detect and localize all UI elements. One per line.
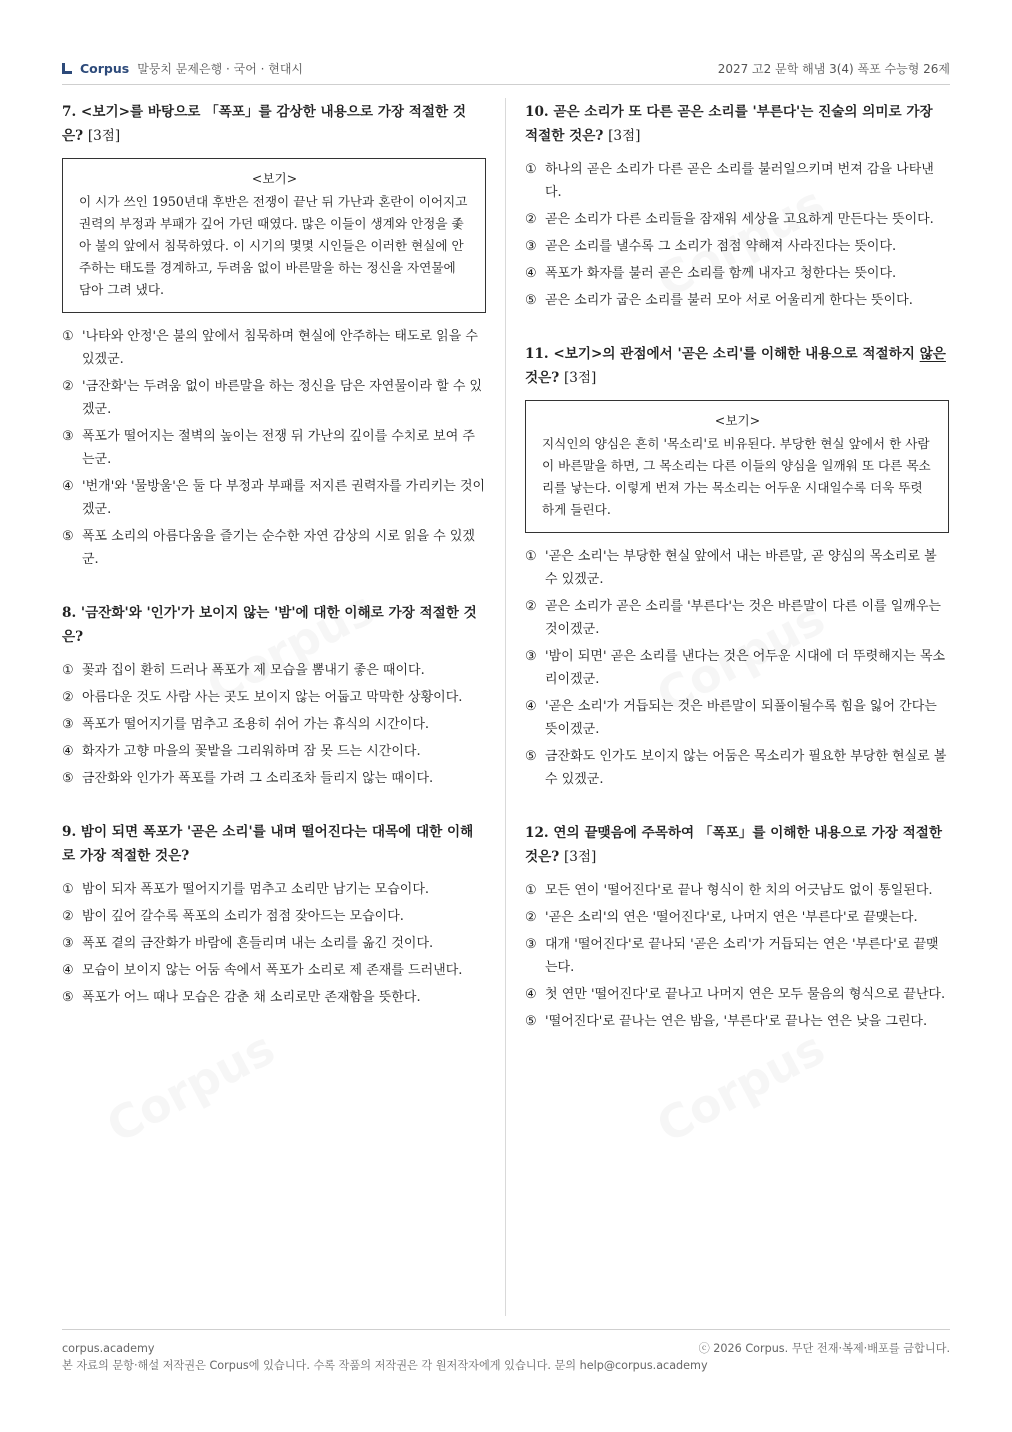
answer-option: [525, 645, 949, 691]
answer-option: [62, 325, 486, 371]
bogi-box: [525, 400, 949, 533]
option-text: 폭포가 어느 때나 모습은 감춘 채 소리로만 존재함을 뜻한다.: [82, 990, 421, 1005]
option-text: '밤이 되면' 곧은 소리를 낸다는 것은 어두운 시대에 더 뚜렷해지는 목소리이겠군.: [545, 649, 946, 687]
option-number: ⑤: [525, 749, 537, 764]
bogi-title: <보기>: [251, 171, 298, 186]
answer-option: [62, 425, 486, 471]
option-text: 아름다운 것도 사람 사는 곳도 보이지 않는 어둡고 막막한 상황이다.: [82, 690, 463, 705]
option-text: 곧은 소리가 곧은 소리를 '부른다'는 것은 바른말이 다른 이를 일깨우는 것이겠군.: [545, 599, 941, 637]
question-block: [525, 100, 949, 312]
option-text: '곧은 소리'의 연은 '떨어진다'로, 나머지 연은 '부른다'로 끝맺는다.: [545, 910, 918, 925]
answer-option: [525, 745, 949, 791]
answer-option: [525, 1010, 949, 1033]
answer-option: [62, 659, 486, 682]
answer-option: [62, 767, 486, 790]
option-number: ④: [62, 744, 74, 759]
document-id: 2027 고2 문학 해냄 3(4) 폭포 수능형 26제: [717, 62, 950, 76]
option-text: 폭포 곁의 금잔화가 바람에 흔들리며 내는 소리를 옮긴 것이다.: [82, 936, 434, 951]
footer-notice: 본 자료의 문항·해설 저작권은 Corpus에 있습니다. 수록 작품의 저작권은 각 원저작자에게 있습니다. 문의 help@corpus.academy: [62, 1359, 708, 1372]
option-text: 폭포 소리의 아름다움을 즐기는 순수한 자연 감상의 시로 읽을 수 있겠군.: [82, 529, 475, 567]
bogi-text: 지식인의 양심은 흔히 '목소리'로 비유된다. 부당한 현실 앞에서 한 사람이 바른말을 하면, 그 목소리는 다른 이들의 양심을 일깨워 또 다른 목소리를 낳는다. 이렇게 번져 가는 목소리는 어두운 시대일수록 더욱 뚜렷하게 들린다.: [542, 436, 931, 517]
option-text: '떨어진다'로 끝나는 연은 밤을, '부른다'로 끝나는 연은 낮을 그린다.: [545, 1014, 928, 1029]
option-number: ⑤: [62, 771, 74, 786]
option-number: ⑤: [62, 990, 74, 1005]
option-number: ④: [525, 699, 537, 714]
option-number: ④: [525, 987, 537, 1002]
option-text: 모습이 보이지 않는 어둠 속에서 폭포가 소리로 제 존재를 드러낸다.: [82, 963, 463, 978]
option-number: ③: [62, 936, 74, 951]
option-number: ⑤: [525, 293, 537, 308]
brand-name: Corpus: [80, 61, 130, 76]
option-number: ②: [525, 910, 537, 925]
question-block: [525, 342, 949, 791]
option-number: ①: [62, 882, 74, 897]
option-text: 하나의 곧은 소리가 다른 곧은 소리를 불러일으키며 번져 감을 나타낸다.: [545, 162, 934, 200]
option-text: 폭포가 떨어지는 절벽의 높이는 전쟁 뒤 가난의 깊이를 수치로 보여 주는군.: [82, 429, 475, 467]
page-header: [62, 56, 950, 85]
answer-option: [525, 933, 949, 979]
option-number: ③: [62, 429, 74, 444]
bogi-box: [62, 158, 486, 313]
option-text: 폭포가 화자를 불러 곧은 소리를 함께 내자고 청한다는 뜻이다.: [545, 266, 897, 281]
option-number: ④: [62, 963, 74, 978]
question-block: [62, 820, 486, 1009]
header-subtitle: 말뭉치 문제은행 · 국어 · 현대시: [137, 62, 304, 76]
answer-option: [62, 375, 486, 421]
option-text: 첫 연만 '떨어진다'로 끝나고 나머지 연은 모두 물음의 형식으로 끝난다.: [545, 987, 946, 1002]
option-number: ①: [525, 549, 537, 564]
question-block: [62, 601, 486, 790]
option-text: '번개'와 '물방울'은 둘 다 부정과 부패를 저지른 권력자를 가리키는 것이겠군.: [82, 479, 486, 517]
option-text: 화자가 고향 마을의 꽃밭을 그리워하며 잠 못 드는 시간이다.: [82, 744, 421, 759]
answer-option: [525, 262, 949, 285]
question-stem: 9. 밤이 되면 폭포가 '곧은 소리'를 내며 떨어진다는 대목에 대한 이해로 가장 적절한 것은?: [62, 824, 474, 864]
question-block: [525, 821, 949, 1033]
question-stem: 12. 연의 끝맺음에 주목하여 「폭포」를 이해한 내용으로 가장 적절한 것은? [3점]: [525, 825, 942, 865]
option-text: '곧은 소리'가 거듭되는 것은 바른말이 되풀이될수록 힘을 잃어 간다는 뜻이겠군.: [545, 699, 937, 737]
answer-option: [525, 289, 949, 312]
option-number: ④: [525, 266, 537, 281]
answer-option: [525, 906, 949, 929]
option-number: ①: [62, 329, 74, 344]
answer-option: [525, 879, 949, 902]
option-text: 금잔화도 인가도 보이지 않는 어둠은 목소리가 필요한 부당한 현실로 볼 수 있겠군.: [545, 749, 947, 787]
option-number: ⑤: [525, 1014, 537, 1029]
option-text: 곧은 소리가 다른 소리들을 잠재워 세상을 고요하게 만든다는 뜻이다.: [545, 212, 934, 227]
option-text: 곧은 소리가 굽은 소리를 불러 모아 서로 어울리게 한다는 뜻이다.: [545, 293, 913, 308]
answer-option: [525, 695, 949, 741]
option-number: ③: [525, 649, 537, 664]
brand: [62, 60, 303, 77]
watermark: [98, 1021, 283, 1154]
option-number: ⑤: [62, 529, 74, 544]
option-number: ③: [525, 239, 537, 254]
option-number: ②: [525, 212, 537, 227]
option-number: ①: [525, 162, 537, 177]
option-text: 금잔화와 인가가 폭포를 가려 그 소리조차 들리지 않는 때이다.: [82, 771, 434, 786]
column-divider: [505, 98, 506, 1316]
answer-option: [62, 525, 486, 571]
page-footer: [62, 1329, 950, 1374]
answer-option: [62, 878, 486, 901]
option-number: ③: [525, 937, 537, 952]
option-text: '나타와 안정'은 불의 앞에서 침묵하며 현실에 안주하는 태도로 읽을 수 있겠군.: [82, 329, 478, 367]
footer-site: corpus.academy: [62, 1342, 155, 1355]
answer-option: [525, 235, 949, 258]
option-number: ②: [525, 599, 537, 614]
answer-option: [62, 986, 486, 1009]
answer-option: [62, 932, 486, 955]
option-text: '금잔화'는 두려움 없이 바른말을 하는 정신을 담은 자연물이라 할 수 있겠군.: [82, 379, 483, 417]
option-text: 꽃과 집이 환히 드러나 폭포가 제 모습을 뽐내기 좋은 때이다.: [82, 663, 425, 678]
question-stem: 10. 곧은 소리가 또 다른 곧은 소리를 '부른다'는 진술의 의미로 가장 적절한 것은? [3점]: [525, 104, 933, 144]
bogi-text: 이 시가 쓰인 1950년대 후반은 전쟁이 끝난 뒤 가난과 혼란이 이어지고 권력의 부정과 부패가 깊어 가던 때였다. 많은 이들이 생계와 안정을 좇아 불의 앞에서 침묵하였다. 이 시기의 몇몇 시인들은 이러한 현실에 안주하는 태도를 경계하고, 두려움 없이 바른말을 하는 정신을 자연물에 담아 그려 냈다.: [79, 194, 468, 297]
answer-option: [525, 983, 949, 1006]
option-number: ④: [62, 479, 74, 494]
right-column: [525, 100, 949, 1063]
option-number: ①: [62, 663, 74, 678]
answer-option: [62, 740, 486, 763]
left-column: [62, 100, 486, 1039]
option-text: '곧은 소리'는 부당한 현실 앞에서 내는 바른말, 곧 양심의 목소리로 볼 수 있겠군.: [545, 549, 937, 587]
option-number: ②: [62, 909, 74, 924]
option-number: ②: [62, 690, 74, 705]
option-text: 밤이 되자 폭포가 떨어지기를 멈추고 소리만 남기는 모습이다.: [82, 882, 430, 897]
answer-option: [525, 208, 949, 231]
option-text: 대개 '떨어진다'로 끝나되 '곧은 소리'가 거듭되는 연은 '부른다'로 끝맺는다.: [545, 937, 939, 975]
option-text: 모든 연이 '떨어진다'로 끝나 형식이 한 치의 어긋남도 없이 통일된다.: [545, 883, 933, 898]
option-number: ②: [62, 379, 74, 394]
question-stem: 8. '금잔화'와 '인가'가 보이지 않는 '밤'에 대한 이해로 가장 적절한 것은?: [62, 605, 477, 645]
corpus-logo-icon: [62, 63, 72, 74]
answer-option: [525, 158, 949, 204]
bogi-title: <보기>: [714, 413, 761, 428]
option-number: ①: [525, 883, 537, 898]
question-block: [62, 100, 486, 571]
footer-copyright: ⓒ 2026 Corpus. 무단 전재·복제·배포를 금합니다.: [698, 1342, 950, 1355]
answer-option: [62, 475, 486, 521]
option-text: 곧은 소리를 낼수록 그 소리가 점점 약해져 사라진다는 뜻이다.: [545, 239, 897, 254]
option-text: 폭포가 떨어지기를 멈추고 조용히 쉬어 가는 휴식의 시간이다.: [82, 717, 430, 732]
answer-option: [525, 545, 949, 591]
option-number: ③: [62, 717, 74, 732]
answer-option: [525, 595, 949, 641]
option-text: 밤이 깊어 갈수록 폭포의 소리가 점점 잦아드는 모습이다.: [82, 909, 404, 924]
answer-option: [62, 686, 486, 709]
question-stem: 7. <보기>를 바탕으로 「폭포」를 감상한 내용으로 가장 적절한 것은? [3점]: [62, 104, 467, 144]
answer-option: [62, 905, 486, 928]
question-stem: 11. <보기>의 관점에서 '곧은 소리'를 이해한 내용으로 적절하지 않은 것은? [3점]: [525, 346, 946, 386]
answer-option: [62, 959, 486, 982]
answer-option: [62, 713, 486, 736]
